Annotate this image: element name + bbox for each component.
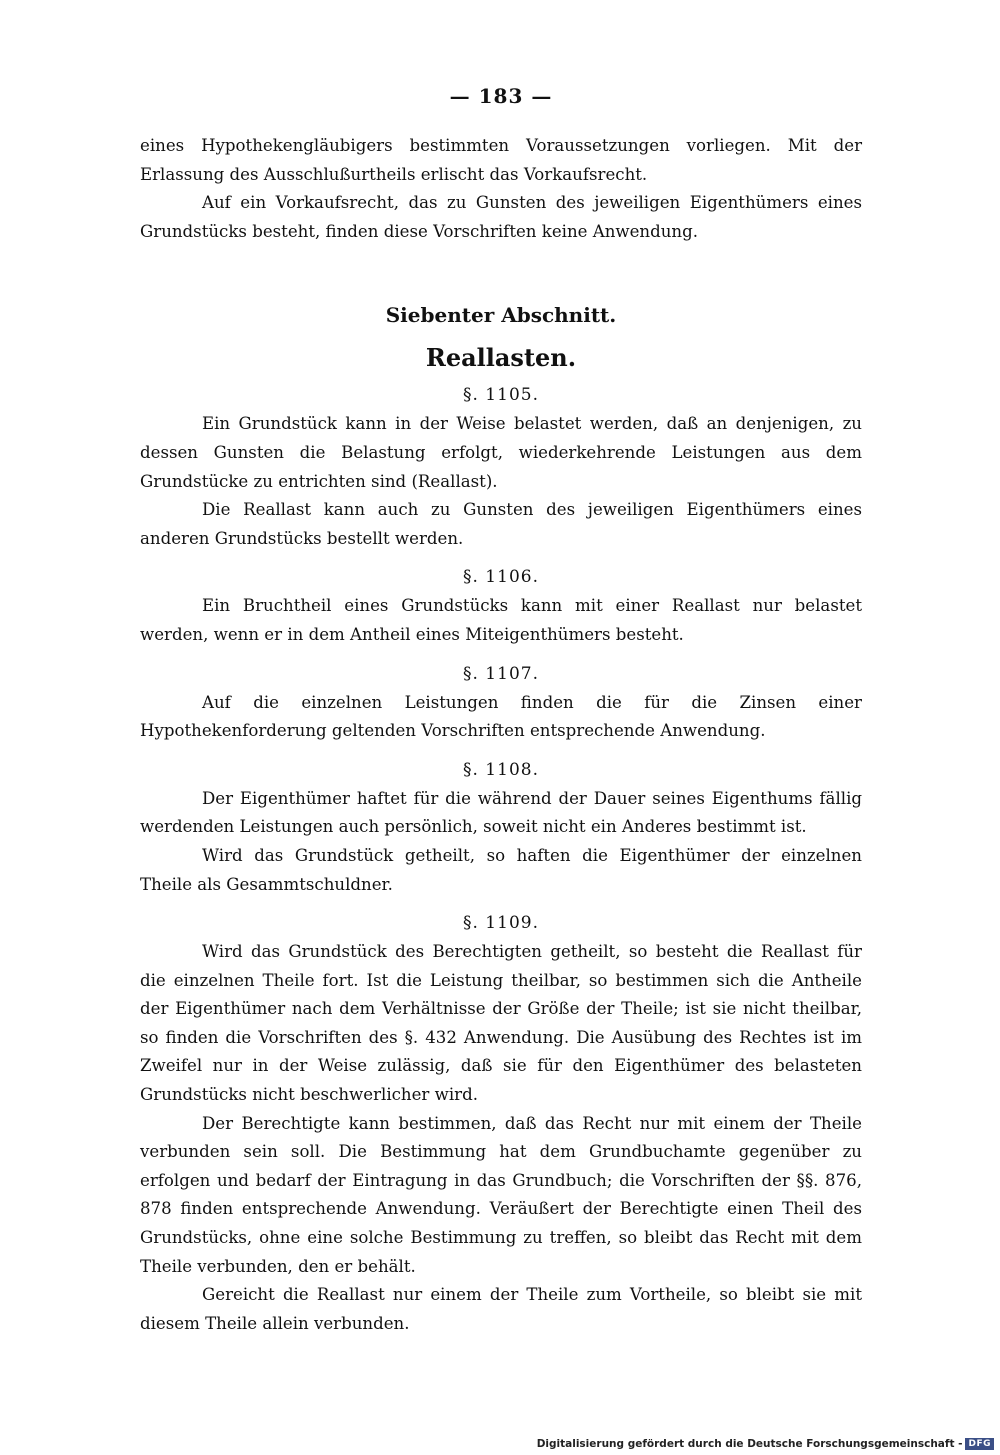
section-1109-paragraph-2: Der Berechtigte kann bestimmen, daß das Recht nur mit einem der Theile verbunden sein soll. Die Bestimmung hat dem Grundbuchamte gegenüber zu erfolgen und bedarf der Eintragung in das Grundbuch; die Vorschriften der §§. 876, 878 finden entsprechende Anwendung. Veräußert der Berechtigte einen Theil des Grundstücks, ohne eine solche Bestimmung zu treffen, so bleibt das Recht mit dem Theile verbunden, den er behält.	[140, 1113, 862, 1276]
document-page	[140, 84, 862, 1338]
section-1109-paragraph-3: Gereicht die Reallast nur einem der Theile zum Vortheile, so bleibt sie mit diesem Theile allein verbunden.	[140, 1285, 862, 1333]
section-heading-1107: §. 1107.	[463, 663, 539, 684]
section-1108-paragraph-2: Wird das Grundstück getheilt, so haften die Eigenthümer der einzelnen Theile als Gesammtschuldner.	[140, 845, 862, 894]
section-1106-paragraph-1: Ein Bruchtheil eines Grundstücks kann mit einer Reallast nur belastet werden, wenn er in dem Antheil eines Miteigenthümers besteht.	[140, 596, 862, 644]
section-1105-paragraph-1: Ein Grundstück kann in der Weise belastet werden, daß an denjenigen, zu dessen Gunsten die Belastung erfolgt, wiederkehrende Leistungen aus dem Grundstücke zu entrichten sind (Reallast).	[140, 414, 862, 491]
section-1105-paragraph-2: Die Reallast kann auch zu Gunsten des jeweiligen Eigenthümers eines anderen Grundstücks bestellt werden.	[140, 500, 862, 548]
section-heading-1108: §. 1108.	[463, 759, 539, 780]
section-1108-paragraph-1: Der Eigenthümer haftet für die während der Dauer seines Eigenthums fällig werdenden Leistungen auch persönlich, soweit nicht ein Anderes bestimmt ist.	[140, 788, 862, 837]
intro-paragraph-1: eines Hypothekengläubigers bestimmten Voraussetzungen vorliegen. Mit der Erlassung des Ausschlußurtheils erlischt das Vorkaufsrecht.	[140, 136, 862, 184]
section-heading-1109: §. 1109.	[463, 913, 539, 934]
section-heading-1106: §. 1106.	[463, 567, 539, 588]
footer-credit-text: Digitalisierung gefördert durch die Deutsche Forschungsgemeinschaft -	[536, 1438, 963, 1450]
page-number: — 183 —	[449, 84, 553, 108]
dfg-logo-icon: DFG	[965, 1438, 994, 1450]
intro-paragraph-2: Auf ein Vorkaufsrecht, das zu Gunsten des jeweiligen Eigenthümers eines Grundstücks besteht, finden diese Vorschriften keine Anwendung.	[140, 193, 862, 241]
chapter-title: Siebenter Abschnitt.	[385, 303, 617, 328]
chapter-subtitle: Reallasten.	[425, 343, 577, 373]
digitization-footer	[537, 1438, 994, 1450]
section-1107-paragraph-1: Auf die einzelnen Leistungen finden die für die Zinsen einer Hypothekenforderung geltenden Vorschriften entsprechende Anwendung.	[140, 692, 862, 741]
section-heading-1105: §. 1105.	[463, 385, 539, 406]
section-1109-paragraph-1: Wird das Grundstück des Berechtigten getheilt, so besteht die Reallast für die einzelnen Theile fort. Ist die Leistung theilbar, so bestimmen sich die Antheile der Eigenthümer nach dem Verhältnisse der Größe der Theile; ist sie nicht theilbar, so finden die Vorschriften des §. 432 Anwendung. Die Ausübung des Rechtes ist im Zweifel nur in der Weise zulässig, daß sie für den Eigenthümer des belasteten Grundstücks nicht beschwerlicher wird.	[140, 942, 862, 1105]
